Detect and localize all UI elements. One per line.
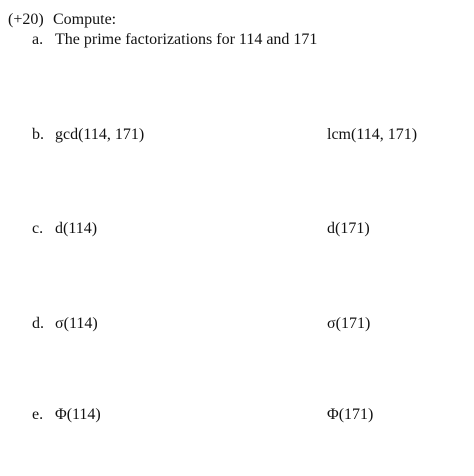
sigma171-expression: σ(171) <box>327 315 371 332</box>
problem-header <box>8 11 116 29</box>
phi171-expression: Φ(171) <box>327 406 374 423</box>
part-a <box>32 31 317 49</box>
part-a-text: The prime factorizations for 114 and 171 <box>55 31 318 48</box>
lcm-expression: lcm(114, 171) <box>327 126 418 143</box>
part-a-label: a. <box>32 31 44 48</box>
part-d-right <box>327 315 370 333</box>
part-c-right <box>327 220 370 238</box>
gcd-expression: gcd(114, 171) <box>55 126 145 143</box>
part-d-left <box>32 315 98 333</box>
part-b-label: b. <box>32 126 44 143</box>
d171-expression: d(171) <box>327 220 370 237</box>
part-e-left <box>32 406 101 424</box>
problem-title: Compute: <box>53 11 117 28</box>
d114-expression: d(114) <box>55 220 98 237</box>
part-e-right <box>327 406 373 424</box>
part-e-label: e. <box>32 406 44 423</box>
part-b-right <box>327 126 417 144</box>
part-b-left <box>32 126 144 144</box>
part-c-left <box>32 220 97 238</box>
phi114-expression: Φ(114) <box>55 406 101 423</box>
problem-points: (+20) <box>8 11 44 28</box>
part-c-label: c. <box>32 220 44 237</box>
sigma114-expression: σ(114) <box>55 315 98 332</box>
part-d-label: d. <box>32 315 44 332</box>
